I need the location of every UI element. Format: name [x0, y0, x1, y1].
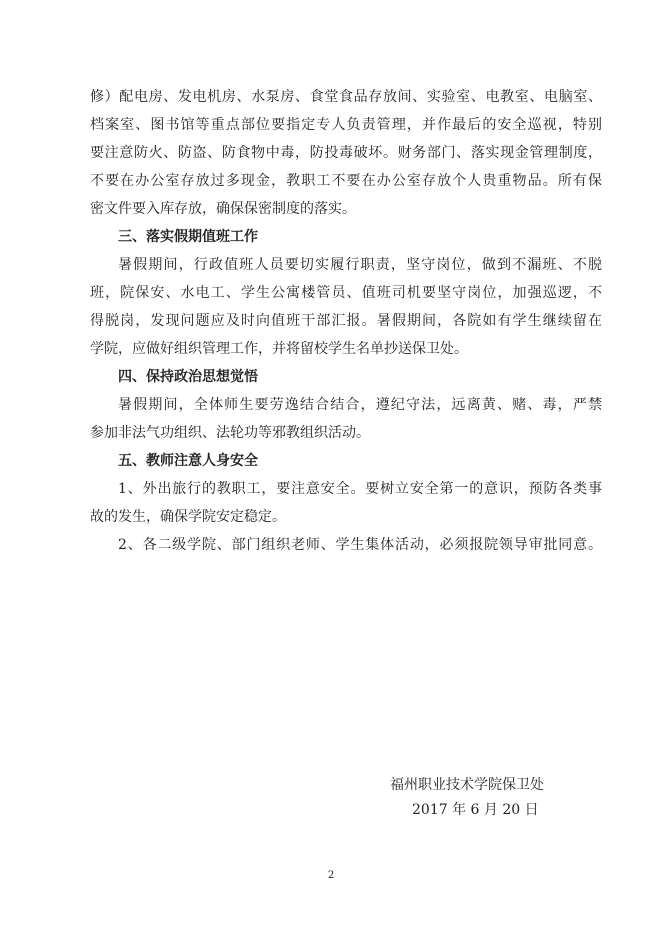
- body-line: 不要在办公室存放过多现金，教职工不要在办公室存放个人贵重物品。所有保: [90, 173, 602, 189]
- body-line: 档案室、图书馆等重点部位要指定专人负责管理，并作最后的安全巡视，特别: [90, 117, 602, 133]
- signature-org: 福州职业技术学院保卫处: [390, 777, 544, 793]
- section-heading: 五、教师注意人身安全: [118, 453, 258, 469]
- page-number: 2: [327, 870, 335, 881]
- body-line: 密文件要入库存放，确保保密制度的落实。: [90, 201, 356, 217]
- signature-date: 2017 年 6 月 20 日: [412, 802, 539, 818]
- body-line: 2、各二级学院、部门组织老师、学生集体活动，必须报院领导审批同意。: [118, 537, 602, 553]
- body-line: 班，院保安、水电工、学生公寓楼管员、值班司机要坚守岗位，加强巡逻，不: [90, 285, 602, 301]
- body-line: 学院，应做好组织管理工作，并将留校学生名单抄送保卫处。: [90, 341, 468, 357]
- body-line: 故的发生，确保学院安定稳定。: [90, 509, 286, 525]
- body-line: 暑假期间，全体师生要劳逸结合结合，遵纪守法，远离黄、赌、毒，严禁: [118, 397, 602, 413]
- section-heading: 三、落实假期值班工作: [118, 229, 258, 245]
- body-line: 要注意防火、防盗、防食物中毒，防投毒破坏。财务部门、落实现金管理制度，: [90, 145, 602, 161]
- body-line: 得脱岗，发现问题应及时向值班干部汇报。暑假期间，各院如有学生继续留在: [90, 313, 602, 329]
- body-line: 暑假期间，行政值班人员要切实履行职责，坚守岗位，做到不漏班、不脱: [118, 257, 602, 273]
- section-heading: 四、保持政治思想觉悟: [118, 369, 258, 385]
- body-line: 1、外出旅行的教职工，要注意安全。要树立安全第一的意识，预防各类事: [118, 481, 602, 497]
- body-line: 参加非法气功组织、法轮功等邪教组织活动。: [90, 425, 370, 441]
- body-line: 修）配电房、发电机房、水泵房、食堂食品存放间、实验室、电教室、电脑室、: [90, 89, 602, 105]
